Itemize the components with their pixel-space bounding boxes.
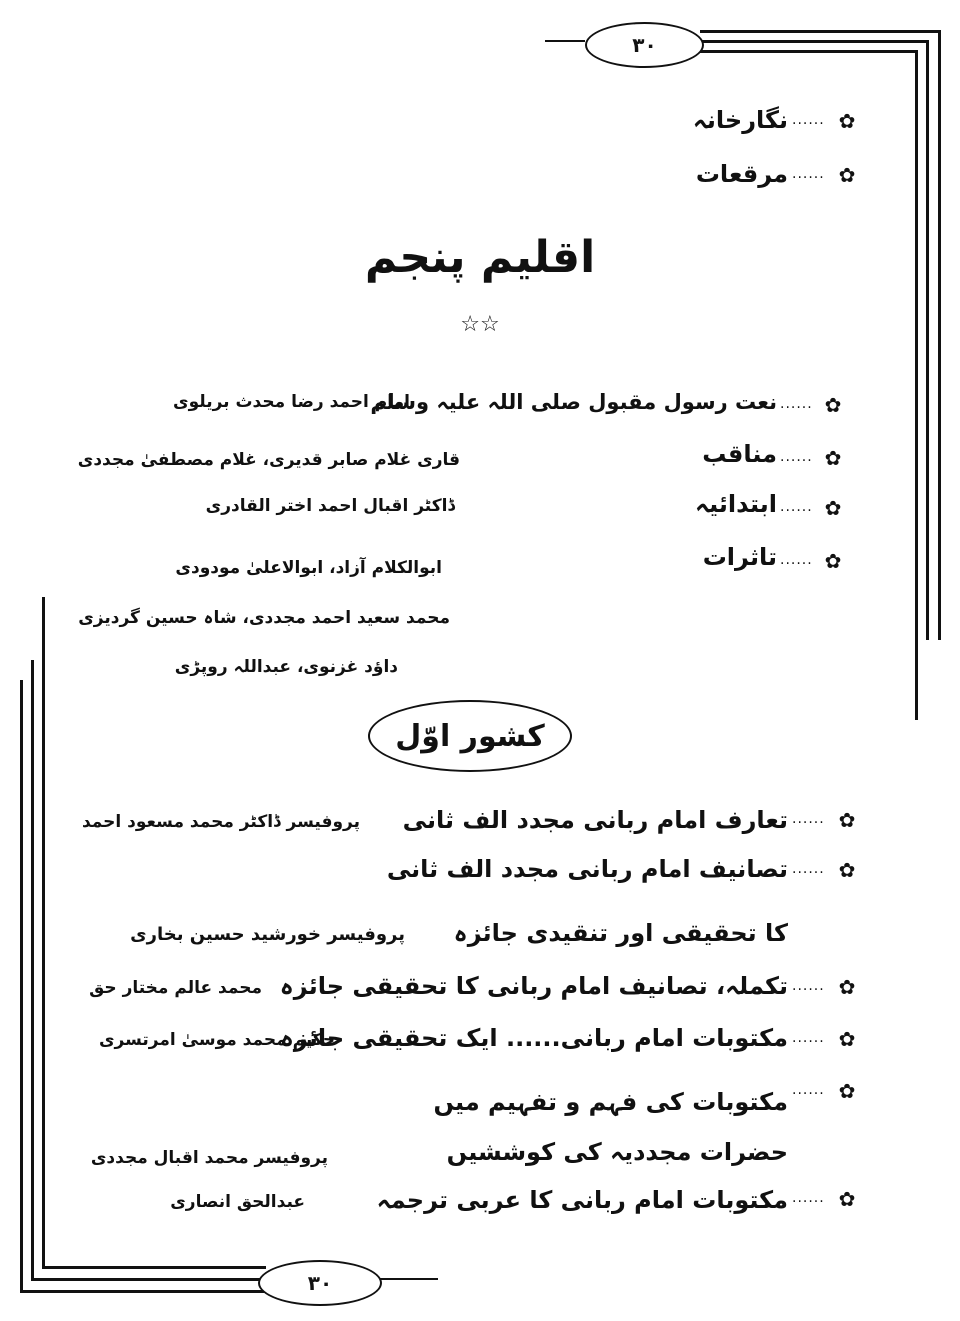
- frame-left-vline-3: [42, 597, 45, 1267]
- flower-bullet-icon: ✿: [838, 1187, 856, 1211]
- frame-right-vline-2: [926, 40, 929, 640]
- leader-dots: ......: [792, 1190, 825, 1206]
- entry-author: پروفیسر خورشید حسین بخاری: [130, 924, 405, 945]
- leader-dots: ......: [780, 552, 813, 568]
- section-heading-kishwar-awwal: [368, 700, 572, 772]
- entry-author: داؤد غزنوی، عبداللہ روپڑی: [174, 657, 398, 677]
- leader-dots: ......: [780, 449, 813, 465]
- entry-author: امام احمد رضا محدث بریلوی: [173, 392, 410, 412]
- flower-bullet-icon: ✿: [838, 858, 856, 882]
- frame-right-vline-3: [915, 50, 918, 720]
- entry-author: حکیم محمد موسیٰ امرتسری: [98, 1030, 335, 1050]
- entry-author: محمد سعید احمد مجددی، شاہ حسین گردیزی: [78, 608, 450, 628]
- frame-top-left-stub: [545, 40, 585, 42]
- frame-bottom-line-3: [42, 1266, 266, 1269]
- entry-author: عبدالحق انصاری: [170, 1192, 305, 1212]
- entry-title: تاثرات: [702, 543, 777, 571]
- frame-top-line-2: [700, 40, 928, 43]
- frame-bottom-line-2: [31, 1278, 266, 1281]
- frame-bottom-right-stub: [378, 1278, 438, 1280]
- kishwar-heading-text: کشور اوّل: [395, 718, 545, 754]
- entry-title: تعارف امام ربانی مجدد الف ثانی: [402, 806, 788, 834]
- bottom-page-number-text: ۳۰: [307, 1271, 333, 1295]
- top-page-number: [585, 22, 704, 68]
- entry-title-continued: کا تحقیقی اور تنقیدی جائزہ: [453, 919, 788, 947]
- top-list-item-2: مرقعات: [695, 160, 788, 188]
- entry-author: ابوالکلام آزاد، ابوالاعلیٰ مودودی: [175, 558, 442, 578]
- leader-dots: ......: [792, 861, 825, 877]
- flower-bullet-icon: ✿: [838, 808, 856, 832]
- flower-bullet-icon: ✿: [824, 446, 842, 470]
- entry-author: پروفیسر محمد اقبال مجددی: [90, 1148, 328, 1168]
- entry-title: تکملہ، تصانیف امام ربانی کا تحقیقی جائزہ: [279, 972, 788, 1000]
- entry-title-continued: حضرات مجددیہ کی کوششیں: [446, 1138, 788, 1166]
- frame-left-vline-1: [20, 680, 23, 1292]
- frame-right-vline-1: [938, 30, 941, 640]
- leader-dots: ......: [792, 978, 825, 994]
- frame-top-line-3: [700, 50, 916, 53]
- entry-author: پروفیسر ڈاکٹر محمد مسعود احمد: [81, 812, 360, 832]
- flower-bullet-icon: ✿: [824, 496, 842, 520]
- leader-dots: ......: [780, 499, 813, 515]
- entry-title: ابتدائیہ: [695, 490, 777, 518]
- leader-dots: ......: [780, 396, 813, 412]
- top-list-item-1: نگارخانہ: [692, 106, 788, 134]
- flower-bullet-icon: ✿: [838, 1027, 856, 1051]
- frame-left-vline-2: [31, 660, 34, 1280]
- section-heading-iqleem-panjum: اقلیم پنجم: [364, 232, 596, 283]
- flower-bullet-icon: ✿: [824, 549, 842, 573]
- entry-title: نعت رسول مقبول صلی اللہ علیہ وسلم: [370, 390, 777, 414]
- entry-title: مکتوبات کی فہم و تفہیم میں: [433, 1088, 788, 1116]
- bottom-page-number: [258, 1260, 382, 1306]
- entry-author: قاری غلام صابر قدیری، غلام مصطفیٰ مجددی: [77, 450, 460, 470]
- leader-dots: ......: [792, 1030, 825, 1046]
- entry-author: محمد عالم مختار حق: [89, 978, 262, 998]
- flower-bullet-icon: ✿: [838, 109, 856, 133]
- leader-dots: ......: [792, 166, 825, 182]
- flower-bullet-icon: ✿: [838, 975, 856, 999]
- flower-bullet-icon: ✿: [824, 393, 842, 417]
- frame-top-line-1: [700, 30, 940, 33]
- entry-title: تصانیف امام ربانی مجدد الف ثانی: [386, 855, 788, 883]
- leader-dots: ......: [792, 1082, 825, 1098]
- flower-bullet-icon: ✿: [838, 1079, 856, 1103]
- top-page-number-text: ۳۰: [632, 33, 657, 57]
- entry-title: مکتوبات امام ربانی...... ایک تحقیقی جائزہ: [279, 1024, 788, 1052]
- section-ornament: ☆☆: [460, 312, 500, 337]
- flower-bullet-icon: ✿: [838, 163, 856, 187]
- leader-dots: ......: [792, 811, 825, 827]
- entry-title: مکتوبات امام ربانی کا عربی ترجمہ: [376, 1186, 788, 1214]
- entry-title: مناقب: [702, 440, 777, 468]
- entry-author: ڈاکٹر اقبال احمد اختر القادری: [205, 496, 455, 516]
- frame-bottom-line-1: [20, 1290, 266, 1293]
- leader-dots: ......: [792, 112, 825, 128]
